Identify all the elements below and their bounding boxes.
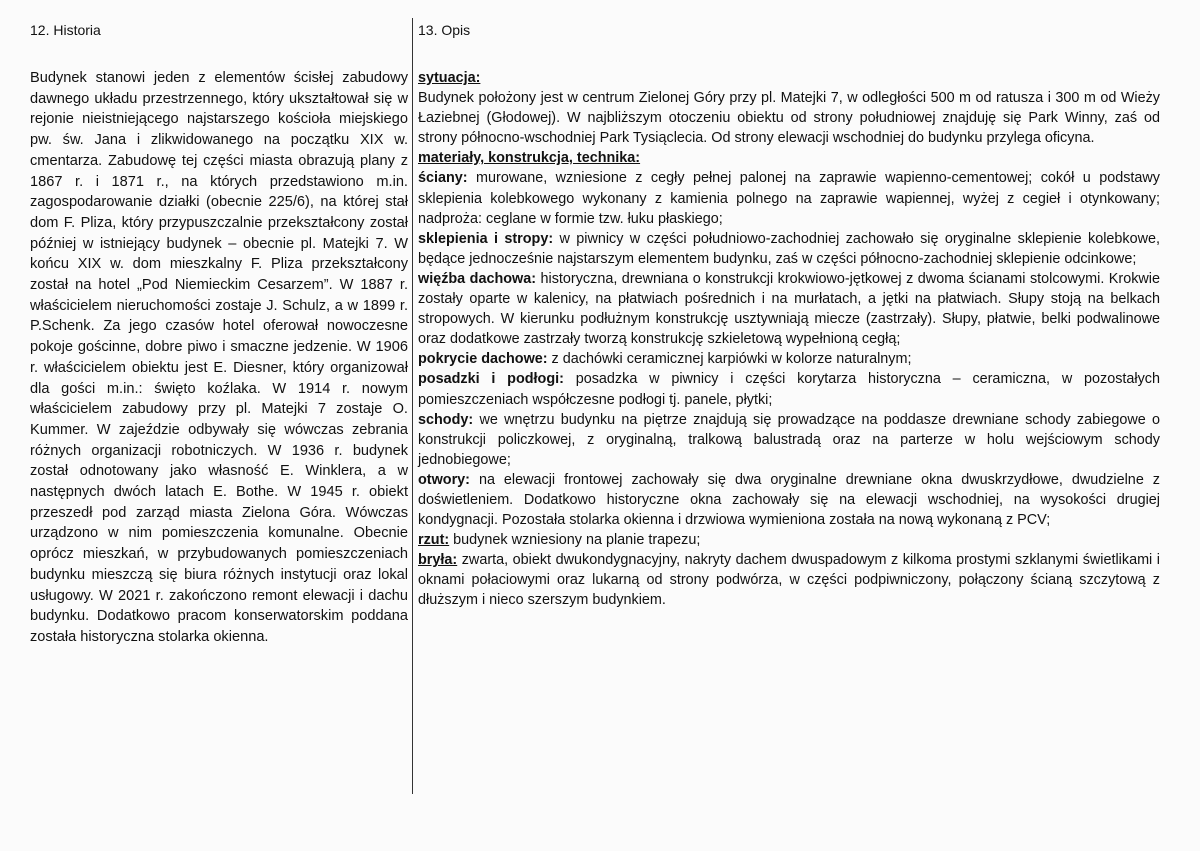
item-text: historyczna, drewniana o konstrukcji krokwiowo-jętkowej z dwoma ścianami stolcowymi. Krokwie zostały oparte w kalenicy, na płatwiach pośrednich i na murłatach, a jętki na płatwiach. Słupy stoją na belkach stropowych. W kierunku podłużnym konstrukcję usztywniają miecze (zastrzały). Słupy, płatwie, belki podwalinowe oraz dodatkowe zastrzały tworzą konstrukcję szkieletową wypełnioną cegłą; — [418, 270, 1160, 348]
item-term: ściany: — [418, 170, 468, 187]
history-column — [30, 20, 408, 648]
item-text: we wnętrzu budynku na piętrze znajdują się prowadzące na poddasze drewniane schody zabiegowe o konstrukcji policzkowej, z oryginalną, tralkową balustradą oraz na parterze w holu wejściowym schody jednobiegowe; — [418, 411, 1160, 468]
massing-item — [418, 550, 1160, 610]
situation-text: Budynek położony jest w centrum Zielonej Góry przy pl. Matejki 7, w odległości 500 m od ratusza i 300 m od Wieży Łaziebnej (Głodowej). W najbliższym otoczeniu obiektu od strony południowej znajduję się Park Winny, zaś od strony północno-wschodniej Park Tysiąclecia. Od strony elewacji wschodniej do budynku przylega oficyna. — [418, 90, 1160, 147]
column-divider — [412, 18, 413, 794]
history-text: Budynek stanowi jeden z elementów ścisłej zabudowy dawnego układu przestrzennego, który ukształtował się w rejonie nieistniejącego najstarszego kościoła miejskiego pw. św. Jana i zlikwidowanego na początku XIX w. cmentarza. Zabudowę tej części miasta obrazują plany z 1867 r. i 1871 r., na których przedstawiono m.in. zagospodarowanie działki (obecnie 225/6), na której stał dom F. Pliza, który przypuszczalnie przekształcony został później w istniejący budynek – obecnie pl. Matejki 7. W końcu XIX w. dom mieszkalny F. Pliza przekształcony został na hotel „Pod Niemieckim Cesarzem”. W 1887 r. właścicielem nieruchomości zostaje J. Schulz, a w 1899 r. P.Schenk. Za jego czasów hotel oferował nowoczesne pokoje gościnne, dobre piwo i smaczne jedzenie. W 1906 r. właścicielem obiektu jest E. Diesner, który organizował dla gości m.in.: święto koźlaka. W 1914 r. nowym właścicielem zabudowy przy pl. Matejki 7 zostaje O. Kummer. W zajeździe odbywały się wówczas zebrania różnych organizacji robotniczych. W 1936 r. budynek został odnotowany jako własność E. Winklera, a w następnych dwóch latach E. Bothe. W 1945 r. obiekt przeszedł pod zarząd miasta Zielona Góra. Wówczas urządzono w nim pomieszczenia komunalne. Obecnie oprócz mieszkań, w przybudowanych pomieszczeniach budynku mieszczą się biura różnych instytucji oraz lokal usługowy. W 2021 r. zakończono remont elewacji i dachu budynku. Dodatkowo pracom konserwatorskim poddana została historyczna stolarka okienna. — [30, 70, 408, 645]
item-term: otwory: — [418, 471, 470, 488]
item-text: w piwnicy w części południowo-zachodniej zachowało się oryginalne sklepienie kolebkowe, będące jednocześnie najstarszym elementem budynku, zaś w części północno-zachodniej sklepienie odcinkowe; — [418, 230, 1160, 267]
item-walls — [418, 168, 1160, 228]
description-heading: 13. Opis — [418, 22, 471, 38]
plan-item — [418, 530, 1160, 550]
item-text: murowane, wzniesione z cegły pełnej palonej na zaprawie wapienno-cementowej; cokół u podstawy sklepienia kolebkowego wykonany z kamienia polnego na zaprawie wapiennej, wyżej z cegieł i otynkowany; nadproża: ceglane w formie tzw. łuku płaskiego; — [418, 170, 1160, 227]
item-roof-truss — [418, 269, 1160, 349]
situation-label: sytuacja: — [418, 70, 481, 86]
item-term: pokrycie dachowe: — [418, 351, 548, 368]
history-heading: 12. Historia — [30, 22, 101, 38]
item-term: sklepienia i stropy: — [418, 230, 554, 247]
item-term: schody: — [418, 411, 474, 428]
item-stairs — [418, 410, 1160, 470]
item-term: posadzki i podłogi: — [418, 371, 564, 388]
item-openings — [418, 470, 1160, 530]
item-text: posadzka w piwnicy i części korytarza historyczna – ceramiczna, w pozostałych pomieszczeniach współczesne podłogi tj. panele, płytki; — [418, 371, 1161, 408]
description-column — [418, 20, 1160, 611]
item-vaults — [418, 229, 1160, 269]
item-floors — [418, 369, 1160, 409]
materials-label: materiały, konstrukcja, technika: — [418, 150, 641, 167]
massing-label: bryła: — [418, 552, 458, 569]
plan-label: rzut: — [418, 532, 450, 549]
item-roofing — [418, 349, 1160, 369]
item-text: z dachówki ceramicznej karpiówki w kolorze naturalnym; — [547, 351, 912, 368]
massing-text: zwarta, obiekt dwukondygnacyjny, nakryty dachem dwuspadowym z kilkoma prostymi szklanymi świetlikami i oknami połaciowymi oraz lukarną od strony podwórza, w części podpiwniczony, połączony ścianą szczytową z dłuższym i nieco szerszym budynkiem. — [418, 552, 1160, 609]
item-text: na elewacji frontowej zachowały się dwa oryginalne drewniane okna dwuskrzydłowe, dwudzielne z doświetleniem. Dodatkowo historyczne okna zachowały się na elewacji wschodniej, na wysokości drugiej kondygnacji. Pozostała stolarka okienna i drzwiowa wymieniona została na nową wykonaną z PCV; — [418, 471, 1160, 529]
plan-text: budynek wzniesiony na planie trapezu; — [449, 532, 701, 549]
item-term: więźba dachowa: — [418, 270, 537, 287]
